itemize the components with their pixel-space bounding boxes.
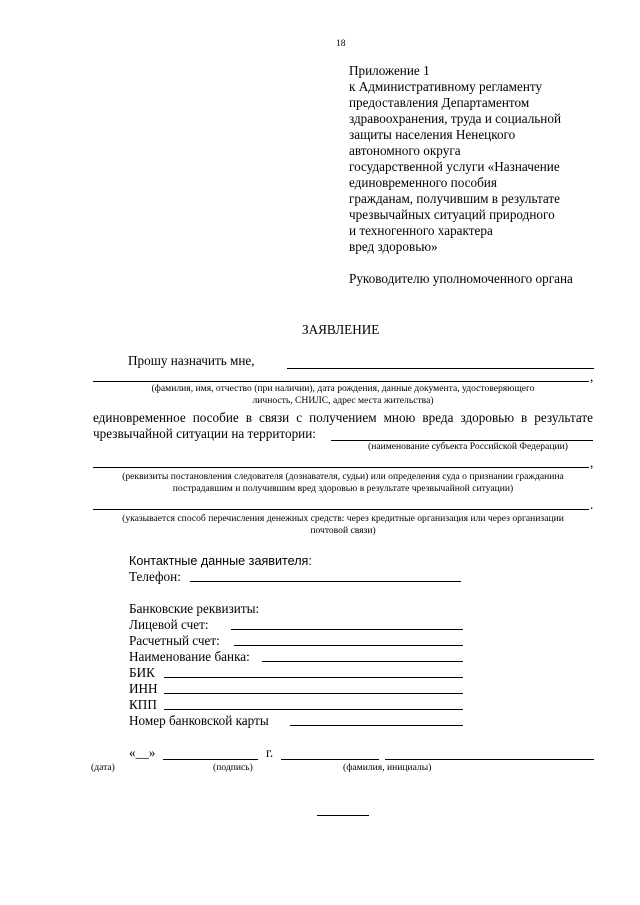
bank-field-label: Расчетный счет: xyxy=(129,633,220,648)
bank-field-label: БИК xyxy=(129,665,155,680)
document-title: ЗАЯВЛЕНИЕ xyxy=(302,322,380,337)
bank-field-label: Номер банковской карты xyxy=(129,713,269,728)
bank-field-input[interactable] xyxy=(164,677,463,678)
appendix-line: чрезвычайных ситуаций природного xyxy=(349,207,555,222)
signature-label: (подпись) xyxy=(213,762,253,773)
territory-text: чрезвычайной ситуации на территории: xyxy=(93,426,316,441)
hint-applicant-line2: личность, СНИЛС, адрес места жительства) xyxy=(252,395,434,406)
hint-payment-line1: (указывается способ перечисления денежных средств: через кредитные организация или через организации xyxy=(122,513,564,524)
appendix-line: здравоохранения, труда и социальной xyxy=(349,111,562,126)
signature-field[interactable] xyxy=(281,759,379,760)
hint-applicant-line1: (фамилия, имя, отчество (при наличии), дата рождения, данные документа, удостоверяющего xyxy=(151,383,535,394)
comma-1: , xyxy=(590,369,594,384)
bank-field-label: ИНН xyxy=(129,681,158,696)
phone-label: Телефон: xyxy=(129,569,181,584)
request-name-field[interactable] xyxy=(287,368,594,369)
phone-field[interactable] xyxy=(190,581,461,582)
comma-2: , xyxy=(590,455,594,470)
full-name-field[interactable] xyxy=(385,759,594,760)
hint-payment-line2: почтовой связи) xyxy=(310,525,376,536)
hint-decision-line2: пострадавшим и получившим вред здоровью в результате чрезвычайной ситуации) xyxy=(172,483,514,494)
bank-field-input[interactable] xyxy=(290,725,463,726)
hint-territory: (наименование субъекта Российской Федерации) xyxy=(368,441,568,452)
bank-field-input[interactable] xyxy=(231,629,463,630)
appendix-header xyxy=(349,63,609,255)
name-label: (фамилия, инициалы) xyxy=(343,762,432,773)
appendix-line: предоставления Департаментом xyxy=(349,95,530,110)
bank-heading: Банковские реквизиты: xyxy=(129,601,260,616)
addressee: Руководителю уполномоченного органа xyxy=(349,271,573,286)
date-label: (дата) xyxy=(91,762,115,773)
appendix-line: защиты населения Ненецкого xyxy=(349,127,516,142)
bank-field-input[interactable] xyxy=(234,645,463,646)
year-suffix: г. xyxy=(266,745,274,760)
bank-field-label: Лицевой счет: xyxy=(129,617,209,632)
page-number: 18 xyxy=(336,38,346,49)
appendix-line: Приложение 1 xyxy=(349,63,430,78)
date-open: «__» xyxy=(129,745,156,760)
appendix-line: государственной услуги «Назначение xyxy=(349,159,560,174)
appendix-line: и техногенного характера xyxy=(349,223,493,238)
end-rule xyxy=(317,815,369,816)
bank-field-input[interactable] xyxy=(262,661,463,662)
bank-field-label: Наименование банка: xyxy=(129,649,250,664)
bank-field-input[interactable] xyxy=(164,693,463,694)
request-lead: Прошу назначить мне, xyxy=(128,353,255,368)
appendix-line: к Административному регламенту xyxy=(349,79,543,94)
applicant-details-field[interactable] xyxy=(93,381,589,382)
payment-method-field[interactable] xyxy=(93,509,589,510)
appendix-line: гражданам, получившим в результате xyxy=(349,191,561,206)
decision-details-field[interactable] xyxy=(93,467,589,468)
hint-decision-line1: (реквизиты постановления следователя (дознавателя, судьи) или определения суда о признании гражданина xyxy=(122,471,564,482)
appendix-line: автономного округа xyxy=(349,143,461,158)
appendix-line: вред здоровью» xyxy=(349,239,438,254)
appendix-line: единовременного пособия xyxy=(349,175,497,190)
contacts-heading: Контактные данные заявителя: xyxy=(129,554,312,568)
bank-field-input[interactable] xyxy=(164,709,463,710)
date-field[interactable] xyxy=(163,759,258,760)
bank-field-label: КПП xyxy=(129,697,157,712)
period: . xyxy=(590,497,594,512)
benefit-text: единовременное пособие в связи с получением мною вреда здоровью в результате xyxy=(93,410,593,425)
